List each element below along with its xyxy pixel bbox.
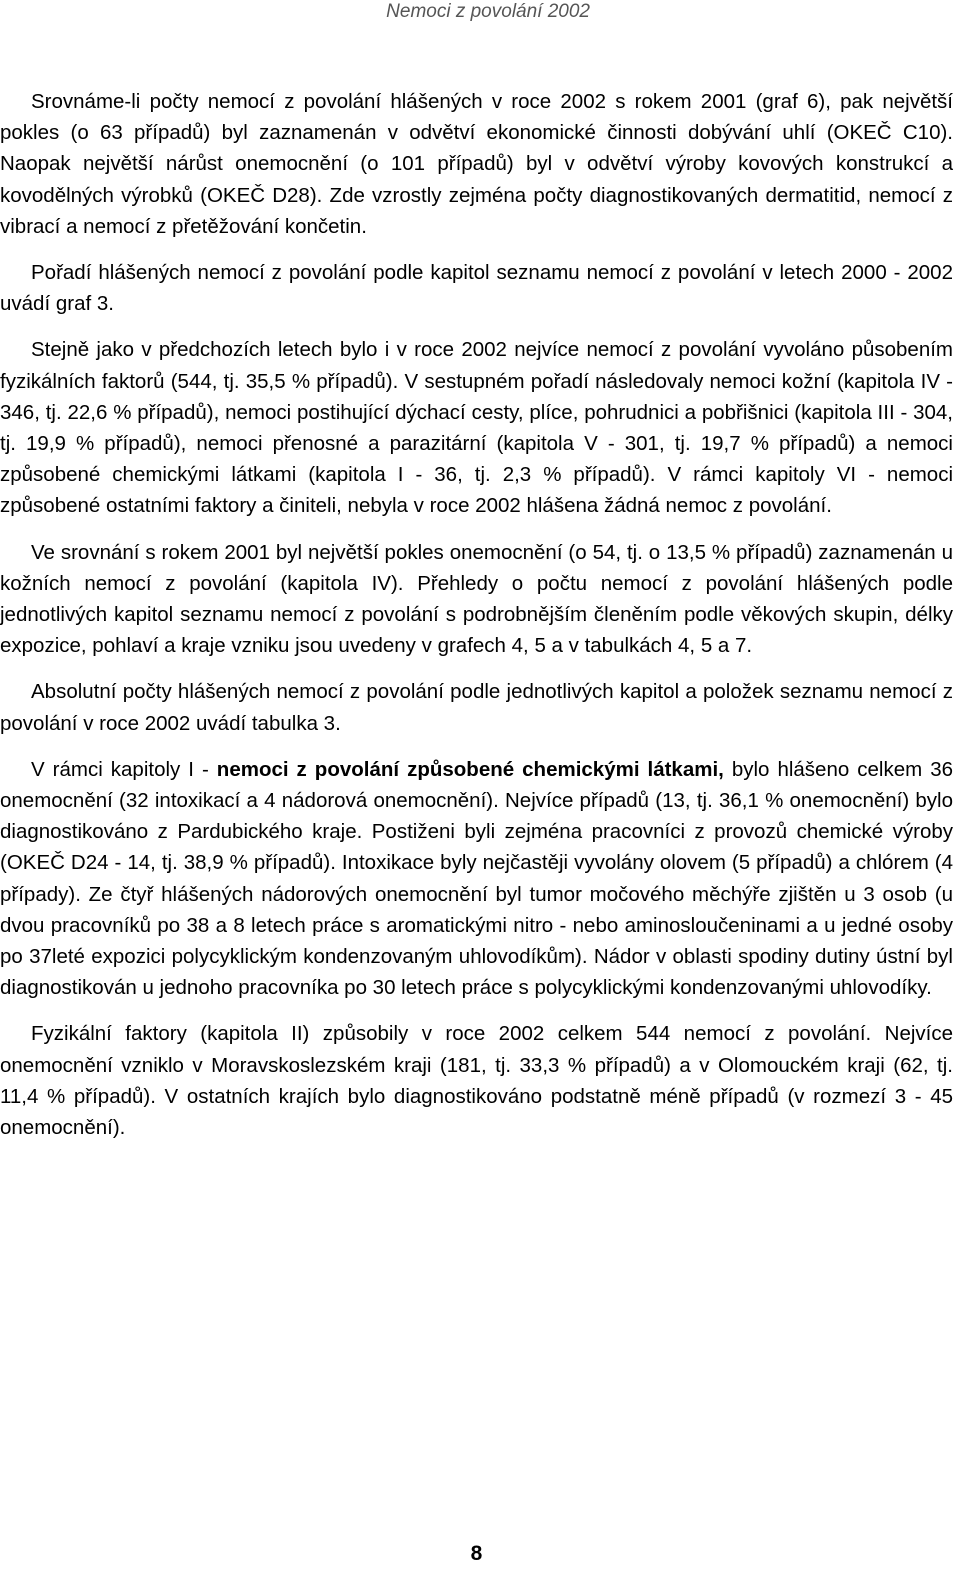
paragraph-table-reference: Absolutní počty hlášených nemocí z povolání podle jednotlivých kapitol a položek seznamu nemocí z povolání v roce 2002 uvádí tabulka 3. <box>0 680 953 735</box>
paragraph-comparison-2001: Srovnáme-li počty nemocí z povolání hlášených v roce 2002 s rokem 2001 (graf 6), pak největší pokles (o 63 případů) byl zaznamenán v odvětví ekonomické činnosti dobývání uhlí (OKEČ C10). Naopak největší nárůst onemocnění (o 101 případů) byl v odvětví výroby kovových konstrukcí a kovodělných výrobků (OKEČ D28). Zde vzrostly zejména počty diagnostikovaných dermatitid, nemocí z vibrací a nemocí z přetěžování končetin. <box>0 90 953 238</box>
paragraph-chapter-order: Pořadí hlášených nemocí z povolání podle kapitol seznamu nemocí z povolání v letech 2000 - 2002 uvádí graf 3. <box>0 261 953 316</box>
paragraph-skin-diseases-decline: Ve srovnání s rokem 2001 byl největší pokles onemocnění (o 54, tj. o 13,5 % případů) zaznamenán u kožních nemocí z povolání (kapitola IV). Přehledy o počtu nemocí z povolání hlášených podle jednotlivých kapitol seznamu nemocí z povolání s podrobnějším členěním podle věkových skupin, délky expozice, pohlaví a kraje vzniku jsou uvedeny v grafech 4, 5 a v tabulkách 4, 5 a 7. <box>0 540 953 658</box>
chapter-1-text: bylo hlášeno celkem 36 onemocnění (32 intoxikací a 4 nádorová onemocnění). Nejvíce případů (13, tj. 36,1 % onemocnění) bylo diagnostikováno z Pardubického kraje. Postiženi byli zejména pracovníci z provozů chemické výroby (OKEČ D24 - 14, tj. 38,9 % případů). Intoxikace byly nejčastěji vyvolány olovem (5 případů) a chlórem (4 případy). Ze čtyř hlášených nádorových onemocnění byl tumor močového měchýře zjištěn u 3 osob (u dvou pracovníků po 38 a 8 letech práce s aromatickými nitro - nebo aminosloučeninami a u jedné osoby po 37leté expozici polycyklickým kondenzovaným uhlovodíkům). Nádor v oblasti spodiny dutiny ústní byl diagnostikován u jednoho pracovníka po 30 letech práce s polycyklickými kondenzovanými uhlovodíky. <box>0 757 953 1000</box>
chapter-1-emphasis: nemoci z povolání způsobené chemickými látkami, <box>216 757 724 781</box>
paragraph-chapter-2-physical: Fyzikální faktory (kapitola II) způsobily v roce 2002 celkem 544 nemocí z povolání. Nejvíce onemocnění vzniklo v Moravskoslezském kraji (181, tj. 33,3 % případů) a v Olomouckém kraji (62, tj. 11,4 % případů). V ostatních krajích bylo diagnostikováno podstatně méně případů (v rozmezí 3 - 45 onemocnění). <box>0 1022 953 1140</box>
page-number: 8 <box>470 1542 483 1565</box>
paragraph-chapter-1-chemical <box>0 754 953 1004</box>
chapter-1-lead: V rámci kapitoly I - <box>31 757 217 781</box>
running-header: Nemoci z povolání 2002 <box>386 1 590 22</box>
document-body <box>0 86 953 1158</box>
paragraph-physical-factors-ranking: Stejně jako v předchozích letech bylo i v roce 2002 nejvíce nemocí z povolání vyvoláno působením fyzikálních faktorů (544, tj. 35,5 % případů). V sestupném pořadí následovaly nemoci kožní (kapitola IV - 346, tj. 22,6 % případů), nemoci postihující dýchací cesty, plíce, pohrudnici a pobřišnici (kapitola III - 304, tj. 19,9 % případů), nemoci přenosné a parazitární (kapitola V - 301, tj. 19,7 % případů) a nemoci způsobené chemickými látkami (kapitola I - 36, tj. 2,3 % případů). V rámci kapitoly VI - nemoci způsobené ostatními faktory a činiteli, nebyla v roce 2002 hlášena žádná nemoc z povolání. <box>0 338 953 518</box>
